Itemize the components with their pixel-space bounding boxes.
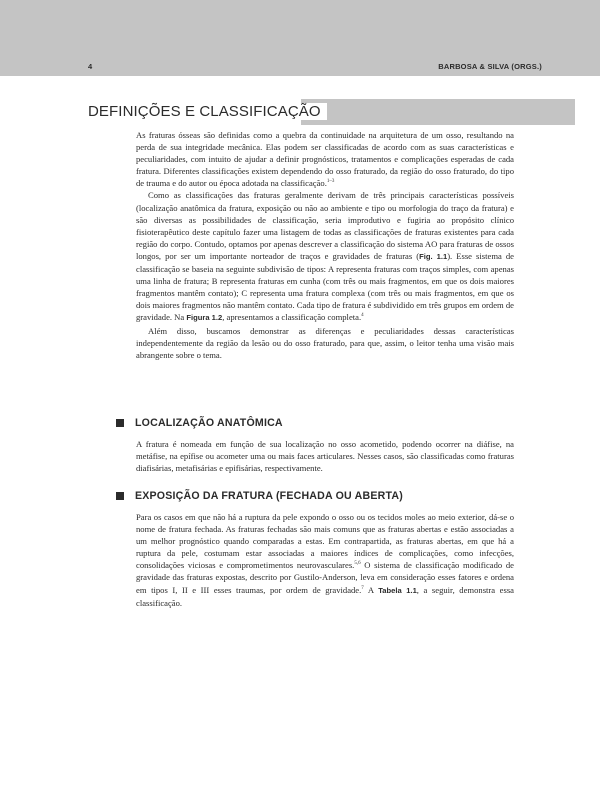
paragraph-text: A [363, 584, 379, 595]
section-title-band [301, 99, 575, 125]
intro-paragraph-2 [136, 189, 514, 324]
citation: 5,6 [354, 561, 361, 567]
intro-paragraph-3 [136, 325, 514, 361]
subsection-title: EXPOSIÇÃO DA FRATURA (FECHADA OU ABERTA) [135, 490, 403, 502]
citation: 4 [361, 313, 364, 319]
running-header [88, 62, 542, 71]
table-reference: Tabela 1.1 [378, 585, 417, 595]
section-title-bar [88, 99, 575, 125]
paragraph-text: , a seguir, demonstra essa classificação. [136, 584, 514, 608]
intro-text [136, 129, 514, 361]
paragraph-text: A fratura é nomeada em função de sua localização no osso acometido, podendo ocorrer na diáfise, na metáfise, na epífise ou acometer uma ou mais faces articulares. Nesses casos, são classificadas como fraturas diafisárias, metafisárias e epifisárias, respectivamente. [136, 439, 514, 474]
paragraph-text: As fraturas ósseas são definidas como a quebra da continuidade na arquitetura de um osso, resultando na perda de sua integridade mecânica. Elas podem ser classificadas de acordo com as suas características e peculiaridades, com intuito de ajudar a definir prognósticos, tratamentos e complicações esperadas de cada fratura. Diferentes classificações existem dependendo do osso fraturado, da região do osso fraturado, do tipo de trauma e do autor ou época adotada na classificação. [136, 130, 514, 189]
paragraph-text: Além disso, buscamos demonstrar as diferenças e peculiaridades dessas características independentemente da região da lesão ou do osso fraturado, para que, assim, o leitor tenha uma visão mais abrangente sobre o tema. [136, 325, 514, 360]
section-title: DEFINIÇÕES E CLASSIFICAÇÃO [88, 103, 327, 120]
figure-reference: Figura 1.2 [186, 313, 223, 323]
bullet-square-icon [116, 492, 124, 500]
figure-reference: Fig. 1.1 [419, 251, 448, 261]
localizacao-paragraph [136, 438, 514, 474]
paragraph-text: O sistema de classificação modificado de gravidade das fraturas expostas, descrito por Gustilo-Anderson, leva em consideração esses fatores e ordena em tipos I, II e III esses traumas, por ordem de gravidade. [136, 560, 514, 595]
page-number: 4 [88, 62, 93, 71]
paragraph-text: ). Esse sistema de classificação se baseia na seguinte subdivisão de tipos: A representa fraturas com traços simples, com apenas uma linha de fratura; B representa fraturas em cunha (com três ou mais fragmentos, em que os dois maiores fragmentos mantêm contato); C representa uma fratura complexa (com três ou mais fragmentos, em que os dois maiores fragmentos não mantêm contato. Cada tipo de fratura é subdividido em três grupos em ordem de gravidade. Na [136, 250, 514, 323]
exposicao-paragraph [136, 511, 514, 609]
paragraph-text: , apresentamos a classificação completa. [222, 312, 362, 323]
localizacao-text [136, 438, 514, 474]
subsection-title: LOCALIZAÇÃO ANATÔMICA [135, 417, 283, 429]
citation: 1–3 [326, 179, 335, 185]
exposicao-text [136, 511, 514, 609]
paragraph-text: Como as classificações das fraturas geralmente derivam de três principais características possíveis (localização anatômica da fratura, exposição ou não ao ambiente e tipo ou morfologia do traço da fratura) e são diversas as possibilidades de classificação, seria improdutivo e fugiria ao propósito clínico fisioterapêutico deste capítulo fazer uma listagem de todas as classificações de fraturas existentes para cada região do corpo. Contudo, optamos por apenas descrever a classificação do sistema AO para fraturas de ossos longos, por ser um importante norteador de traços e gravidades de fraturas ( [136, 190, 514, 261]
running-title: BARBOSA & SILVA (ORGS.) [438, 62, 542, 71]
paragraph-text: Para os casos em que não há a ruptura da pele expondo o osso ou os tecidos moles ao meio exterior, dá-se o nome de fratura fechada. As fraturas fechadas são mais comuns que as fraturas abertas e estão associadas a um melhor prognóstico quando comparadas a estas. Em contrapartida, as fraturas abertas, em que há a ruptura da pele, costumam estar associadas a maiores índices de complicações, como infecções, consolidações viciosas e comprometimentos neurovasculares. [136, 512, 514, 571]
intro-paragraph-1 [136, 129, 514, 189]
citation: 7 [361, 585, 364, 591]
bullet-square-icon [116, 419, 124, 427]
subsection-heading-localizacao [116, 417, 283, 429]
subsection-heading-exposicao [116, 490, 403, 502]
